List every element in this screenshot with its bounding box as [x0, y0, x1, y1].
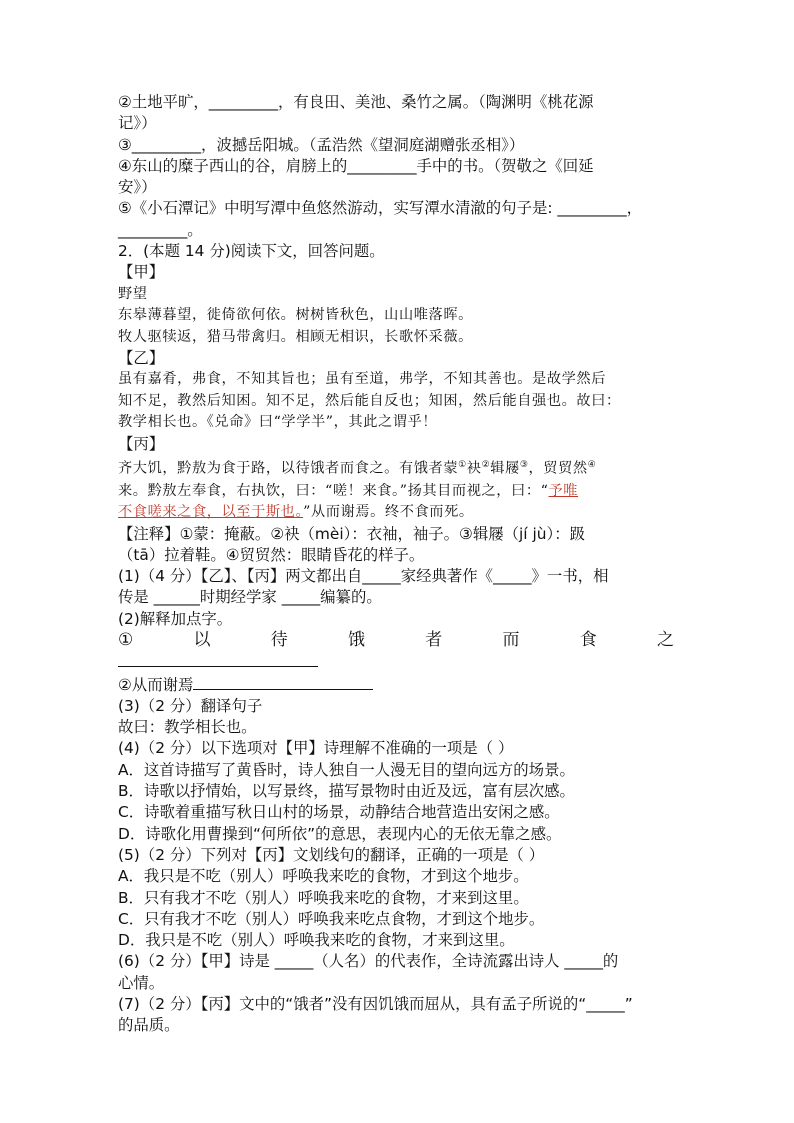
q3-heading: (3)（2 分）翻译句子: [118, 696, 263, 715]
q4-option-c: C．诗歌着重描写秋日山村的场景，动静结合地营造出安闲之感。: [118, 803, 560, 822]
q4-heading: (4)（2 分）以下选项对【甲】诗理解不准确的一项是（ ）: [118, 739, 514, 758]
q2-item-2: ②从而谢焉: [118, 674, 674, 696]
bing-text-3: 不食嗟来之食，以至于斯也。”从而谢焉。终不食而死。: [118, 504, 474, 520]
fill-in-3: ③_________，波撼岳阳城。（孟浩然《望洞庭湖赠张丞相》）: [118, 135, 525, 154]
q2-item-1-answer-line: [118, 651, 674, 673]
poem-line-2: 牧人驱犊返，猎马带禽归。相顾无相识，长歌怀采薇。: [118, 328, 473, 345]
question-2-heading: 2．(本题 14 分)阅读下文，回答问题。: [118, 242, 385, 261]
section-jia-label: 【甲】: [118, 263, 165, 282]
fill-in-2-cont: 记》）: [118, 114, 157, 133]
document-page: [118, 92, 674, 1037]
yi-text-1: 虽有嘉肴，弗食，不知其旨也；虽有至道，弗学，不知其善也。是故学然后: [118, 371, 606, 388]
bing-text-2: 来。黔敖左奉食，右执饮，曰：“嗟！来食。”扬其目而视之，曰：“予唯: [118, 482, 579, 499]
notes-line-2: （tā）拉着鞋。④贸贸然：眼睛昏花的样子。: [118, 545, 425, 564]
q5-heading: (5)（2 分）下列对【丙】文划线句的翻译，正确的一项是（ ）: [118, 845, 545, 864]
poem-title: 野望: [118, 285, 148, 302]
section-bing-label: 【丙】: [118, 434, 165, 453]
q2-item-1: ① 以 待 饿 者 而 食 之: [118, 629, 674, 650]
q6-line-2: 心情。: [118, 973, 165, 992]
q5-option-b: B．只有我才不吃（别人）呼唤我来吃的食物，才来到这里。: [118, 888, 529, 907]
fill-in-4: ④东山的糜子西山的谷，肩膀上的_________手中的书。（贺敬之《回延: [118, 156, 594, 175]
fill-in-2: ②土地平旷，_________，有良田、美池、桑竹之属。（陶渊明《桃花源: [118, 93, 594, 111]
underlined-sentence-part1: 予唯: [548, 482, 579, 499]
q1-line-2: 传是 ______时期经学家 _____编纂的。: [118, 588, 382, 607]
q5-option-d: D．我只是不吃（别人）呼唤我来吃的食物，才来到这里。: [118, 931, 515, 950]
answer-line[interactable]: [193, 674, 373, 690]
underlined-sentence-part2: 不食嗟来之食，以至于斯也。: [118, 504, 304, 520]
q5-option-a: A．我只是不吃（别人）呼唤我来吃的食物，才到这个地步。: [118, 867, 529, 886]
fill-in-4-cont: 安》）: [118, 178, 157, 197]
q1-line-1: (1)（4 分）【乙】、【丙】两文都出自_____家经典著作《_____》一书，相: [118, 567, 609, 586]
notes-line-1: 【注释】①蒙：掩蔽。②袂（mèi）：衣袖，袖子。③辑屦（jí jù）：趿: [118, 524, 585, 543]
q4-option-b: B．诗歌以抒情始，以写景终，描写景物时由近及远，富有层次感。: [118, 782, 575, 801]
q2-heading: (2)解释加点字。: [118, 609, 233, 628]
q7-line-1: (7)（2 分）【丙】文中的“饿者”没有因饥饿而屈从，具有孟子所说的“_____”: [118, 995, 633, 1014]
q5-option-c: C．只有我才不吃（别人）呼唤我来吃点食物，才到这个地步。: [118, 909, 545, 928]
yi-text-2: 知不足，教然后知困。知不足，然后能自反也；知困，然后能自强也。故曰：: [118, 392, 621, 409]
q3-sentence: 故曰：教学相长也。: [118, 718, 257, 737]
fill-in-5-cont: _________。: [118, 220, 203, 239]
q7-line-2: 的品质。: [118, 1016, 180, 1035]
q4-option-a: A．这首诗描写了黄昏时，诗人独自一人漫无目的望向远方的场景。: [118, 760, 575, 779]
fill-in-5: ⑤《小石潭记》中明写潭中鱼悠然游动，实写潭水清澈的句子是: _________，: [118, 199, 643, 218]
bing-text-1: 齐大饥，黔敖为食于路，以待饿者而食之。有饿者蒙①袂②辑屦③，贸贸然④: [118, 460, 597, 477]
yi-text-3: 教学相长也。《兑命》曰“学学半”，其此之谓乎！: [118, 414, 438, 431]
q4-option-d: D．诗歌化用曹操到“何所依”的意思，表现内心的无依无靠之感。: [118, 824, 562, 843]
section-yi-label: 【乙】: [118, 349, 165, 368]
q6-line-1: (6)（2 分）【甲】诗是 _____（人名）的代表作，全诗流露出诗人 _____的: [118, 952, 619, 971]
poem-line-1: 东皋薄暮望，徙倚欲何依。树树皆秋色，山山唯落晖。: [118, 307, 473, 324]
